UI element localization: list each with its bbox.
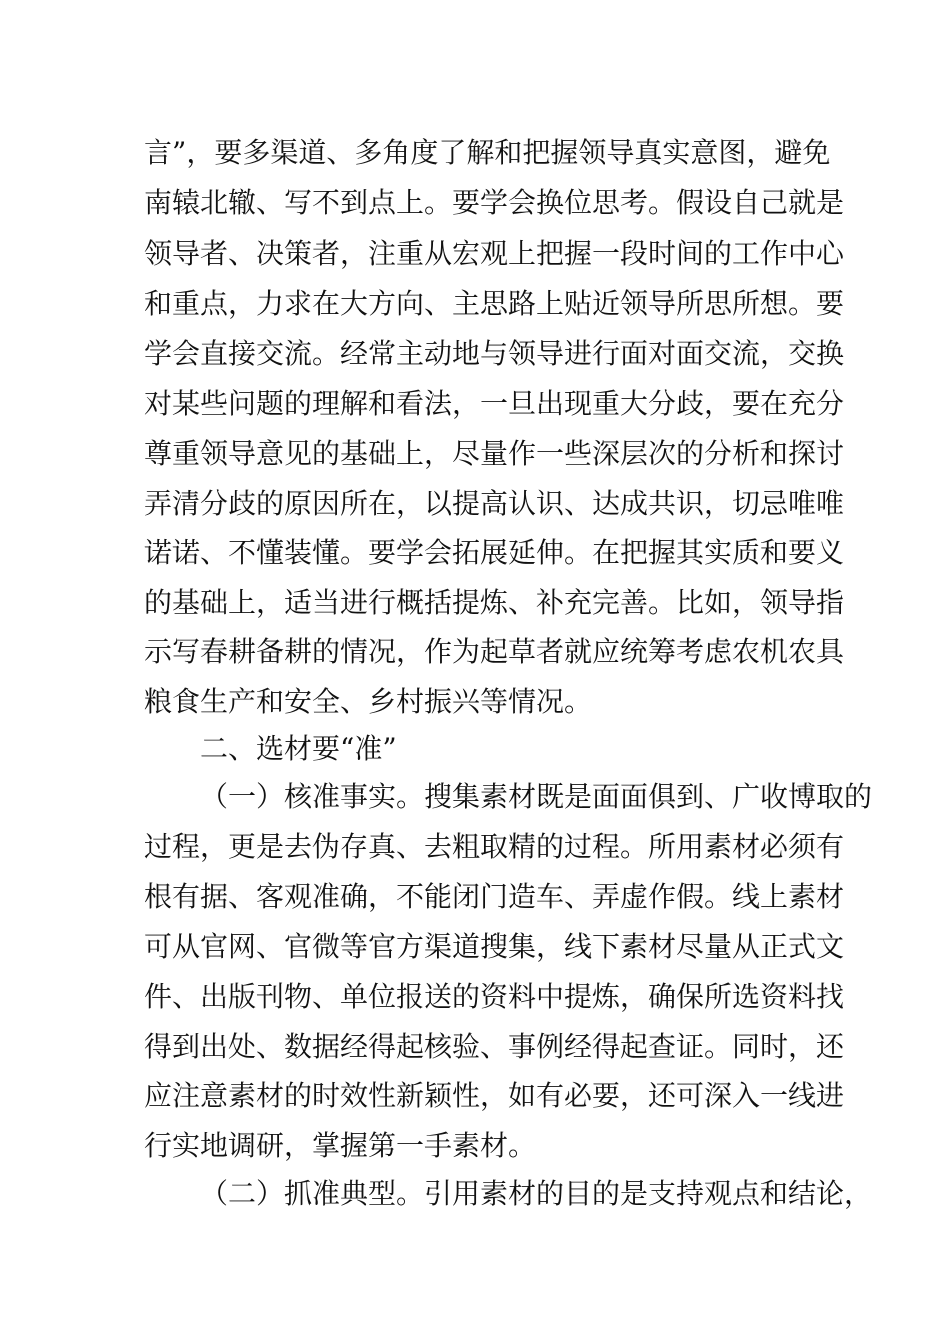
body-text-line: 南辕北辙、写不到点上。要学会换位思考。假设自己就是 bbox=[144, 186, 845, 219]
body-text-line: 尊重领导意见的基础上，尽量作一些深层次的分析和探讨 bbox=[144, 437, 845, 470]
body-text-line: 学会直接交流。经常主动地与领导进行面对面交流，交换 bbox=[144, 337, 845, 370]
subsection-heading-line: （二）抓准典型。引用素材的目的是支持观点和结论， bbox=[200, 1177, 873, 1210]
body-text-line: 行实地调研，掌握第一手素材。 bbox=[144, 1129, 537, 1162]
body-text-line: 对某些问题的理解和看法，一旦出现重大分歧，要在充分 bbox=[144, 387, 845, 420]
body-text-line: 件、出版刊物、单位报送的资料中提炼，确保所选资料找 bbox=[144, 980, 845, 1013]
body-text-line: 和重点，力求在大方向、主思路上贴近领导所思所想。要 bbox=[144, 287, 845, 320]
body-text-line: 领导者、决策者，注重从宏观上把握一段时间的工作中心 bbox=[144, 237, 845, 270]
body-text-line: 言”，要多渠道、多角度了解和把握领导真实意图，避免 bbox=[144, 136, 831, 169]
body-text-line: 应注意素材的时效性新颖性，如有必要，还可深入一线进 bbox=[144, 1079, 845, 1112]
body-text-line: 过程，更是去伪存真、去粗取精的过程。所用素材必须有 bbox=[144, 830, 845, 863]
body-text-line: 诺诺、不懂装懂。要学会拓展延伸。在把握其实质和要义 bbox=[144, 536, 845, 569]
body-text-line: 的基础上，适当进行概括提炼、补充完善。比如，领导指 bbox=[144, 586, 845, 619]
body-text-line: 示写春耕备耕的情况，作为起草者就应统筹考虑农机农具 bbox=[144, 635, 845, 668]
body-text-line: 得到出处、数据经得起核验、事例经得起查证。同时，还 bbox=[144, 1030, 845, 1063]
body-text-line: 根有据、客观准确，不能闭门造车、弄虚作假。线上素材 bbox=[144, 880, 845, 913]
body-text-line: 粮食生产和安全、乡村振兴等情况。 bbox=[144, 685, 593, 718]
section-heading: 二、选材要“准” bbox=[200, 732, 397, 765]
subsection-heading-line: （一）核准事实。搜集素材既是面面俱到、广收博取的 bbox=[200, 780, 873, 813]
body-text-line: 弄清分歧的原因所在，以提高认识、达成共识，切忌唯唯 bbox=[144, 487, 845, 520]
body-text-line: 可从官网、官微等官方渠道搜集，线下素材尽量从正式文 bbox=[144, 930, 845, 963]
